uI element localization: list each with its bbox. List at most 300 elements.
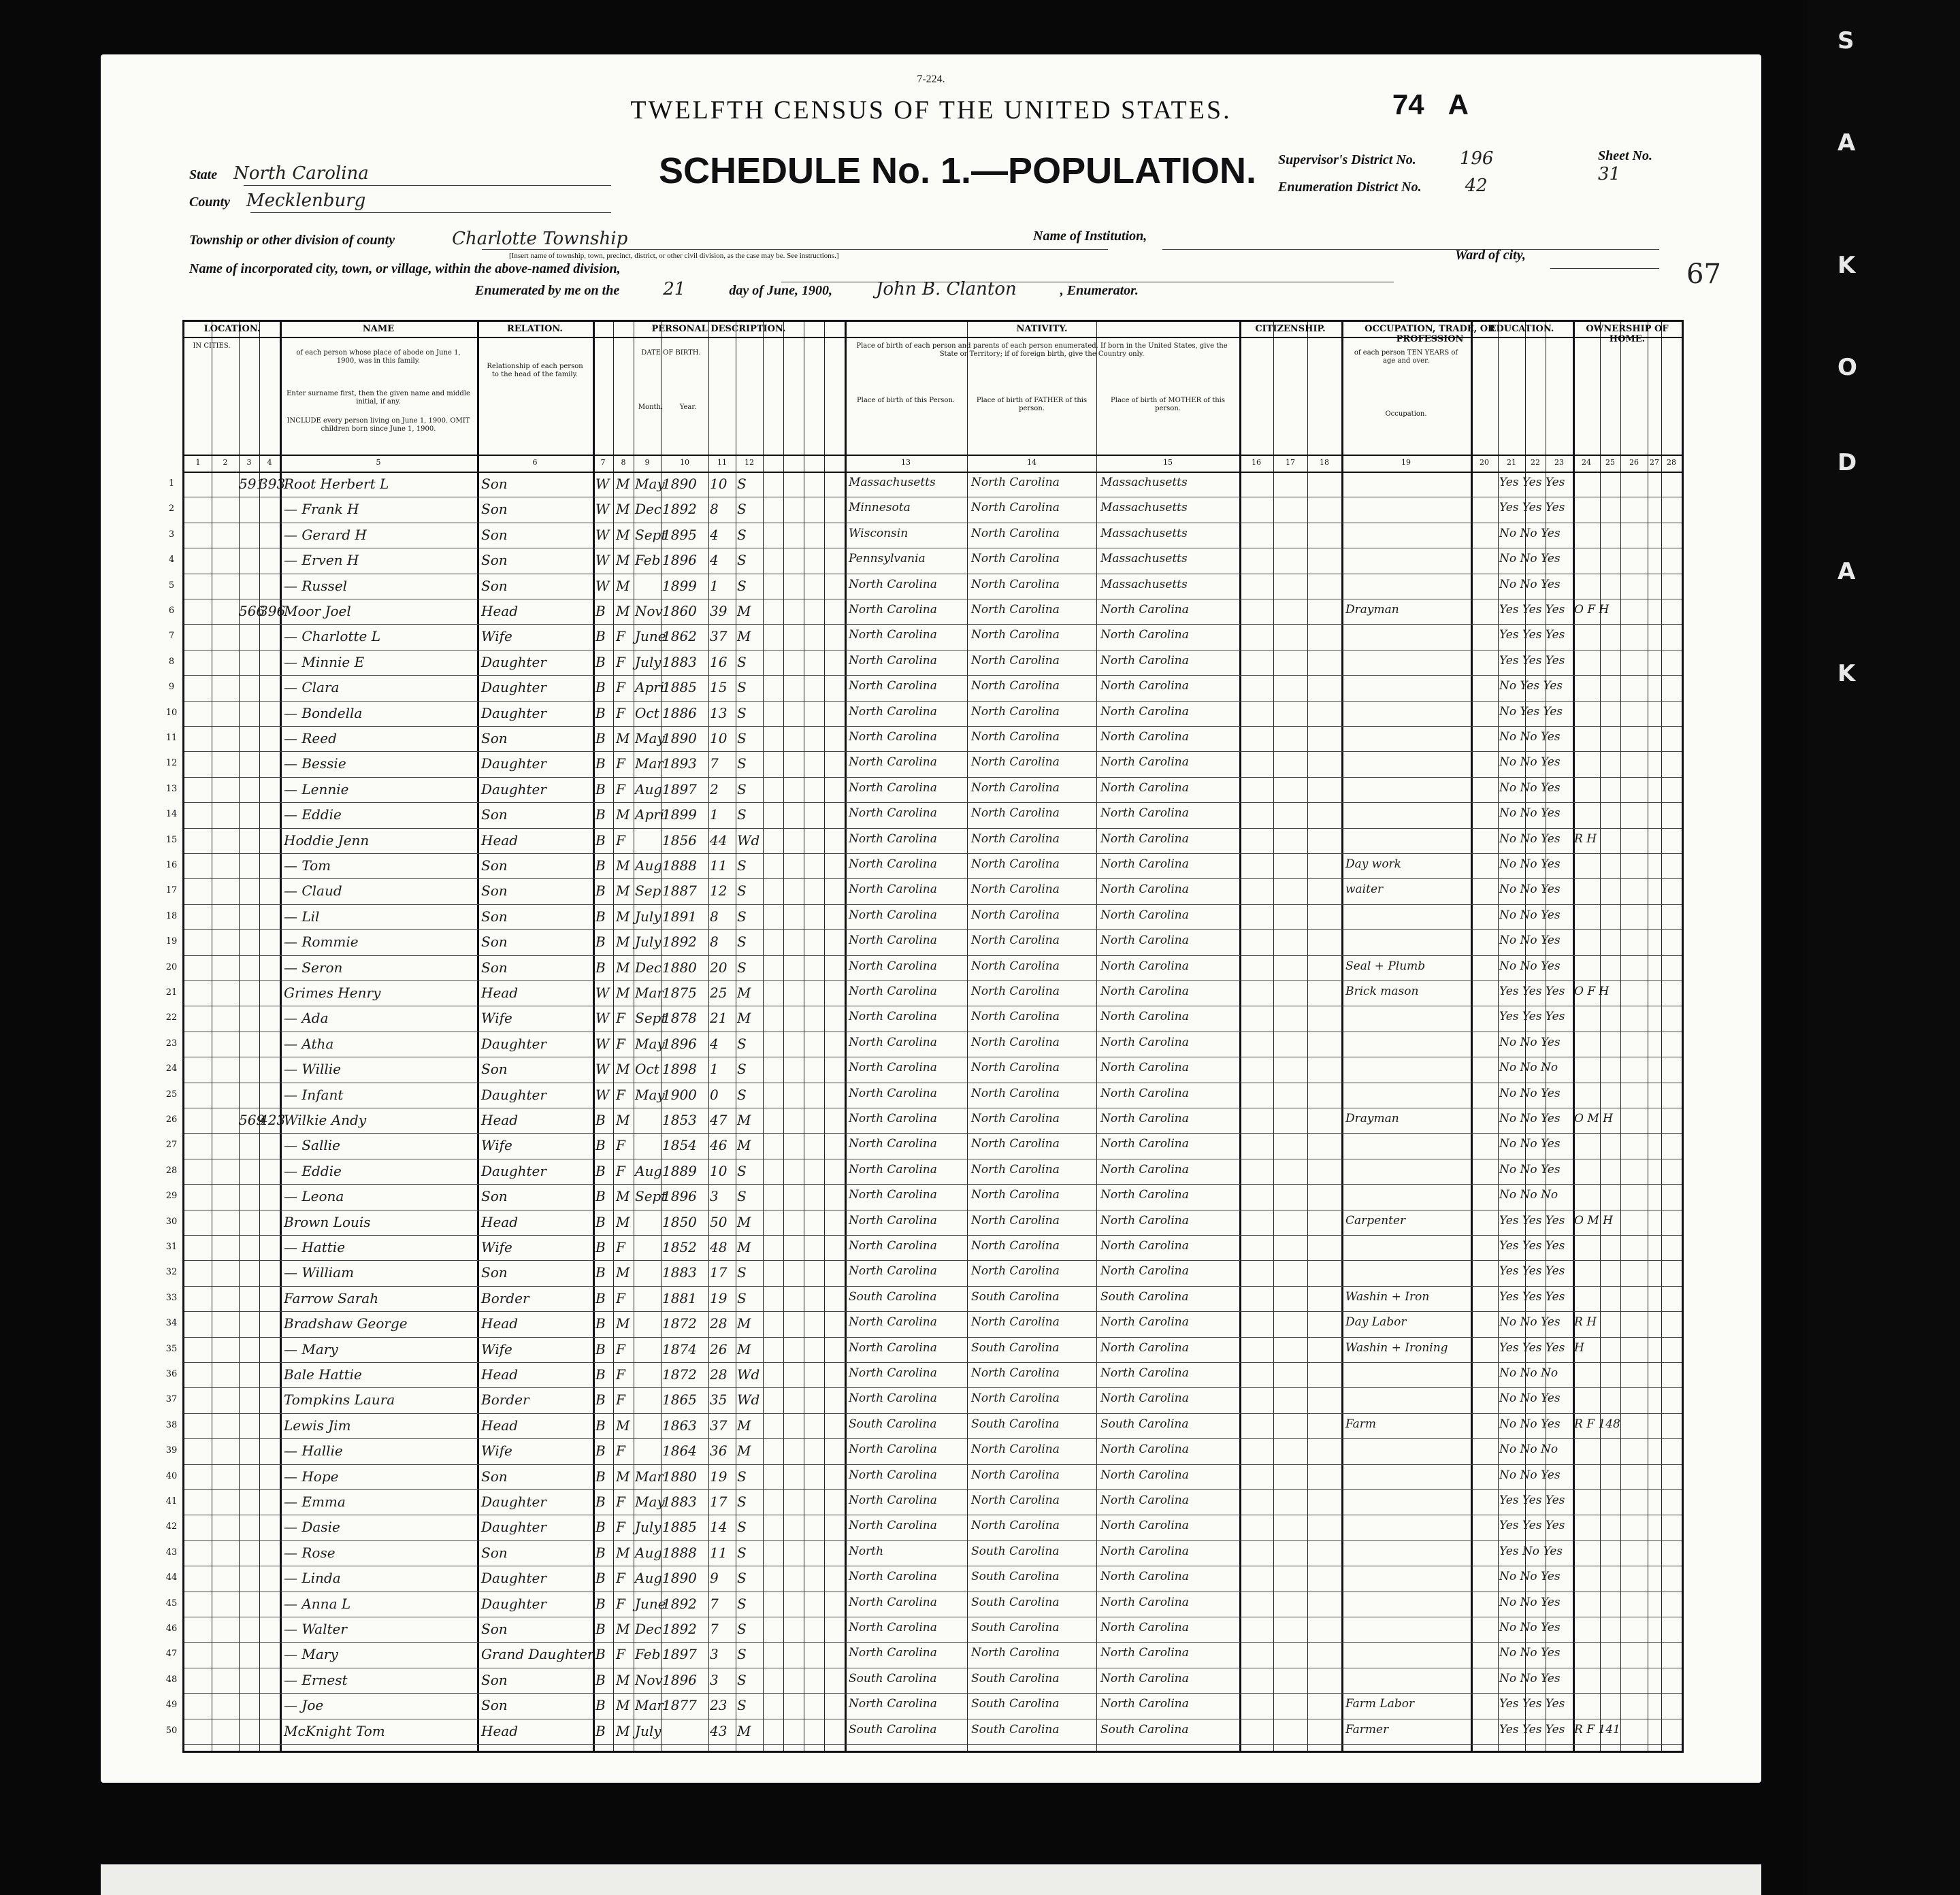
sex: M [616, 1315, 630, 1332]
color-race: B [595, 653, 606, 670]
subhead-occupation-desc: of each person TEN YEARS of age and over. [1354, 349, 1458, 365]
person-name: — Frank H [284, 501, 359, 518]
birthplace-father: North Carolina [971, 1162, 1060, 1176]
relation: Head [481, 1315, 519, 1332]
birth-month: Aug [635, 857, 663, 874]
line-number: 49 [165, 1700, 178, 1711]
line-number: 18 [165, 910, 178, 921]
birthplace-mother: North Carolina [1100, 1443, 1189, 1457]
education: Yes Yes Yes [1499, 1213, 1565, 1227]
marital-status: S [737, 1264, 747, 1281]
birthplace-father: North Carolina [971, 1646, 1060, 1660]
age: 0 [710, 1086, 719, 1103]
birthplace-person: North Carolina [849, 1697, 937, 1711]
column-number: 16 [1252, 458, 1261, 467]
home-ownership: O M H [1574, 1112, 1613, 1125]
birth-year: 1897 [662, 780, 697, 797]
birthplace-person: North Carolina [849, 1468, 937, 1482]
education: No No Yes [1499, 1112, 1561, 1125]
birthplace-father: South Carolina [971, 1671, 1060, 1685]
relation: Daughter [481, 704, 546, 721]
age: 14 [710, 1519, 728, 1536]
sex: M [616, 1671, 630, 1688]
birth-year: 1891 [662, 908, 697, 925]
birthplace-father: North Carolina [971, 1315, 1060, 1330]
birthplace-person: South Carolina [849, 1671, 937, 1685]
age: 7 [710, 1595, 719, 1612]
occupation: Drayman [1345, 603, 1399, 616]
line-number: 28 [165, 1165, 178, 1176]
marital-status: S [737, 934, 747, 951]
birthplace-father: North Carolina [971, 552, 1060, 566]
state-field: State North Carolina [189, 163, 369, 184]
birth-year: 1896 [662, 1188, 697, 1205]
birthplace-mother: North Carolina [1100, 908, 1189, 922]
birth-year: 1888 [662, 857, 697, 874]
color-race: B [595, 1417, 606, 1434]
person-name: Bale Hattie [284, 1366, 362, 1383]
relation: Daughter [481, 1494, 546, 1510]
marital-status: S [737, 730, 747, 746]
birth-year: 1850 [662, 1213, 697, 1230]
column-number: 4 [267, 458, 272, 467]
relation: Son [481, 908, 508, 925]
birthplace-father: North Carolina [971, 985, 1060, 998]
birthplace-father: North Carolina [971, 1188, 1060, 1202]
relation: Wife [481, 1239, 512, 1255]
education: No No Yes [1499, 831, 1561, 846]
age: 9 [710, 1570, 719, 1587]
birthplace-father: North Carolina [971, 1239, 1060, 1253]
person-name: — Claud [284, 883, 342, 900]
person-name: — Hope [284, 1468, 339, 1485]
age: 19 [710, 1468, 728, 1485]
line-number: 50 [165, 1725, 178, 1736]
education: No No Yes [1499, 1621, 1561, 1634]
birthplace-mother: North Carolina [1100, 1468, 1189, 1482]
birthplace-father: North Carolina [971, 1519, 1060, 1533]
header-occupation: OCCUPATION, TRADE, OR PROFESSION [1365, 324, 1495, 344]
sex: M [616, 526, 630, 543]
birth-year: 1875 [662, 985, 697, 1001]
birth-year: 1892 [662, 934, 697, 951]
education: No No Yes [1499, 1315, 1561, 1330]
person-name: — Ernest [284, 1671, 348, 1688]
birthplace-mother: North Carolina [1100, 831, 1189, 846]
age: 1 [710, 577, 719, 594]
birthplace-father: North Carolina [971, 679, 1060, 693]
marital-status: S [737, 1697, 747, 1714]
occupation: Farm [1345, 1417, 1377, 1431]
sex: M [616, 1417, 630, 1434]
marital-status: S [737, 679, 747, 696]
birthplace-mother: Massachusetts [1100, 501, 1188, 515]
birthplace-person: North Carolina [849, 730, 937, 744]
birthplace-mother: North Carolina [1100, 1494, 1189, 1507]
birthplace-person: Pennsylvania [849, 552, 926, 566]
page-stamp: 74 A [1392, 88, 1469, 120]
person-name: — Eddie [284, 1162, 342, 1179]
education: No No Yes [1499, 857, 1561, 871]
column-number: 19 [1401, 458, 1411, 467]
birthplace-person: North Carolina [849, 1391, 937, 1406]
occupation: waiter [1345, 883, 1384, 897]
marital-status: M [737, 628, 751, 645]
sex: M [616, 501, 630, 518]
color-race: B [595, 704, 606, 721]
birth-year: 1880 [662, 1468, 697, 1485]
sex: M [616, 552, 630, 569]
birthplace-mother: North Carolina [1100, 934, 1189, 948]
birthplace-person: North Carolina [849, 1264, 937, 1279]
birth-year: 1863 [662, 1417, 697, 1434]
marital-status: S [737, 501, 747, 518]
birthplace-father: North Carolina [971, 883, 1060, 897]
line-number: 30 [165, 1216, 178, 1227]
birth-month: July [635, 1519, 662, 1536]
form-number: 7-224. [917, 73, 945, 85]
birth-year: 1890 [662, 730, 697, 746]
birth-month: Oct [635, 1061, 659, 1078]
line-number: 23 [165, 1038, 178, 1049]
birthplace-mother: Massachusetts [1100, 526, 1188, 540]
birthplace-person: North Carolina [849, 1086, 937, 1100]
relation: Son [481, 1621, 508, 1637]
marital-status: S [737, 1188, 747, 1205]
birthplace-father: South Carolina [971, 1595, 1060, 1609]
marital-status: S [737, 883, 747, 900]
enumeration-district-field: Enumeration District No. 42 [1278, 176, 1488, 196]
age: 10 [710, 476, 728, 492]
relation: Daughter [481, 679, 546, 696]
color-race: B [595, 1671, 606, 1688]
line-number: 37 [165, 1394, 178, 1405]
birth-year: 1887 [662, 883, 697, 900]
age: 19 [710, 1289, 728, 1306]
color-race: W [595, 1010, 610, 1027]
sheet-no-field: Sheet No. 31 [1598, 148, 1652, 184]
birthplace-mother: North Carolina [1100, 1137, 1189, 1151]
sex: F [616, 780, 625, 797]
birthplace-mother: North Carolina [1100, 1671, 1189, 1685]
sex: M [616, 1264, 630, 1281]
birthplace-person: North Carolina [849, 985, 937, 998]
next-sheet-edge [101, 1864, 1761, 1895]
education: No No No [1499, 1366, 1558, 1380]
sex: M [616, 730, 630, 746]
marital-status: S [737, 1035, 747, 1052]
person-name: — Bondella [284, 704, 363, 721]
birthplace-mother: North Carolina [1100, 883, 1189, 897]
color-race: B [595, 1315, 606, 1332]
birthplace-mother: North Carolina [1100, 806, 1189, 821]
education: Yes Yes Yes [1499, 1340, 1565, 1355]
column-number: 1 [195, 458, 201, 467]
age: 8 [710, 501, 719, 518]
marital-status: M [737, 1213, 751, 1230]
birthplace-mother: North Carolina [1100, 1646, 1189, 1660]
education: No No Yes [1499, 755, 1561, 770]
birth-year: 1897 [662, 1646, 697, 1663]
relation: Head [481, 831, 519, 848]
birthplace-mother: North Carolina [1100, 679, 1189, 693]
birth-year: 1892 [662, 1621, 697, 1637]
line-number: 34 [165, 1318, 178, 1329]
person-name: — Joe [284, 1697, 324, 1714]
color-race: B [595, 1697, 606, 1714]
relation: Head [481, 1417, 519, 1434]
marital-status: S [737, 1494, 747, 1510]
age: 10 [710, 730, 728, 746]
birth-year: 1890 [662, 1570, 697, 1587]
education: No No Yes [1499, 806, 1561, 821]
relation: Son [481, 959, 508, 976]
birthplace-father: South Carolina [971, 1697, 1060, 1711]
age: 21 [710, 1010, 728, 1027]
birthplace-father: North Carolina [971, 628, 1060, 642]
person-name: — Bessie [284, 755, 346, 772]
line-number: 46 [165, 1624, 178, 1634]
birthplace-mother: North Carolina [1100, 1213, 1189, 1227]
birth-month: July [635, 1722, 662, 1739]
birth-year: 1856 [662, 831, 697, 848]
line-number: 7 [168, 631, 175, 642]
column-number: 21 [1507, 458, 1516, 467]
birthplace-person: North Carolina [849, 1035, 937, 1049]
sex: F [616, 1595, 625, 1612]
birthplace-father: North Carolina [971, 653, 1060, 668]
relation: Daughter [481, 1519, 546, 1536]
header-personal-description: PERSONAL DESCRIPTION. [651, 324, 786, 334]
birthplace-person: North Carolina [849, 806, 937, 821]
person-name: — Mary [284, 1646, 338, 1663]
sex: M [616, 959, 630, 976]
birth-year: 1885 [662, 1519, 697, 1536]
sex: F [616, 1494, 625, 1510]
birthplace-mother: North Carolina [1100, 1035, 1189, 1049]
birthplace-father: North Carolina [971, 526, 1060, 540]
relation: Daughter [481, 1035, 546, 1052]
sex: F [616, 1162, 625, 1179]
person-name: — Gerard H [284, 526, 367, 543]
relation: Son [481, 934, 508, 951]
relation: Son [481, 1264, 508, 1281]
relation: Son [481, 1468, 508, 1485]
age: 47 [710, 1112, 728, 1128]
age: 12 [710, 883, 728, 900]
birthplace-person: North Carolina [849, 1213, 937, 1227]
birthplace-father: North Carolina [971, 857, 1060, 871]
line-number: 39 [165, 1445, 178, 1456]
birthplace-mother: North Carolina [1100, 1391, 1189, 1406]
column-number: 9 [644, 458, 650, 467]
line-number: 21 [165, 987, 178, 998]
relation: Daughter [481, 1570, 546, 1587]
color-race: B [595, 1112, 606, 1128]
relation: Son [481, 526, 508, 543]
occupation: Farm Labor [1345, 1697, 1415, 1711]
relation: Son [481, 1188, 508, 1205]
subhead-date-of-birth: DATE OF BIRTH. [641, 349, 701, 357]
birthplace-mother: North Carolina [1100, 653, 1189, 668]
color-race: B [595, 1544, 606, 1561]
birthplace-father: South Carolina [971, 1417, 1060, 1431]
birth-year: 1899 [662, 577, 697, 594]
marital-status: S [737, 780, 747, 797]
age: 50 [710, 1213, 728, 1230]
birthplace-person: North Carolina [849, 679, 937, 693]
age: 17 [710, 1264, 728, 1281]
marital-status: S [737, 1519, 747, 1536]
birthplace-father: South Carolina [971, 1570, 1060, 1584]
home-ownership: O F H [1574, 985, 1610, 998]
age: 20 [710, 959, 728, 976]
education: No No Yes [1499, 1468, 1561, 1482]
relation: Wife [481, 1443, 512, 1460]
marital-status: S [737, 755, 747, 772]
person-name: — Rose [284, 1544, 336, 1561]
line-number: 29 [165, 1191, 178, 1202]
line-number: 33 [165, 1292, 178, 1303]
birth-year: 1864 [662, 1443, 697, 1460]
birth-month: June [635, 1595, 666, 1612]
age: 4 [710, 1035, 719, 1052]
marital-status: S [737, 1621, 747, 1637]
birthplace-person: North Carolina [849, 1112, 937, 1125]
birthplace-person: North [849, 1544, 884, 1558]
birthplace-mother: South Carolina [1100, 1289, 1189, 1304]
person-name: — Lil [284, 908, 320, 925]
birth-month: Mar [635, 1468, 664, 1485]
relation: Daughter [481, 1595, 546, 1612]
birth-month: May [635, 1494, 665, 1510]
sex: F [616, 1443, 625, 1460]
birth-month: May [635, 1035, 665, 1052]
birth-year: 1892 [662, 501, 697, 518]
birthplace-person: North Carolina [849, 1443, 937, 1457]
marital-status: M [737, 1340, 751, 1357]
age: 37 [710, 628, 728, 645]
relation: Grand Daughter [481, 1646, 594, 1663]
color-race: B [595, 1137, 606, 1154]
column-number: 20 [1480, 458, 1489, 467]
color-race: B [595, 1264, 606, 1281]
line-number: 8 [168, 656, 175, 667]
dwelling-number: 591 [239, 476, 265, 492]
age: 35 [710, 1391, 728, 1408]
home-ownership: R H [1574, 1315, 1597, 1330]
subhead-in-cities: IN CITIES. [193, 342, 231, 350]
sex: F [616, 1137, 625, 1154]
age: 4 [710, 552, 719, 569]
sex: M [616, 883, 630, 900]
birth-year: 1880 [662, 959, 697, 976]
person-name: — Lennie [284, 780, 349, 797]
sex: M [616, 1697, 630, 1714]
birth-month: Mar [635, 755, 664, 772]
age: 28 [710, 1315, 728, 1332]
column-number: 8 [621, 458, 626, 467]
color-race: W [595, 1035, 610, 1052]
birthplace-father: North Carolina [971, 1010, 1060, 1024]
birth-year: 1896 [662, 1035, 697, 1052]
birth-month: July [635, 908, 662, 925]
occupation: Carpenter [1345, 1213, 1406, 1227]
birthplace-person: Massachusetts [849, 476, 936, 489]
birthplace-father: South Carolina [971, 1722, 1060, 1736]
birth-year: 1862 [662, 628, 697, 645]
birth-year: 1896 [662, 552, 697, 569]
education: No No Yes [1499, 1646, 1561, 1660]
sex: F [616, 704, 625, 721]
birthplace-mother: North Carolina [1100, 1544, 1189, 1558]
sex: M [616, 1544, 630, 1561]
relation: Son [481, 577, 508, 594]
color-race: B [595, 1188, 606, 1205]
birthplace-father: North Carolina [971, 501, 1060, 515]
person-name: — Sallie [284, 1137, 341, 1154]
relation: Daughter [481, 653, 546, 670]
home-ownership: R H [1574, 831, 1597, 846]
person-name: McKnight Tom [284, 1722, 385, 1739]
person-name: Tompkins Laura [284, 1391, 395, 1408]
relation: Son [481, 883, 508, 900]
marital-status: Wd [737, 1391, 760, 1408]
header-name: NAME [362, 324, 395, 334]
birthplace-person: North Carolina [849, 653, 937, 668]
birthplace-person: North Carolina [849, 1494, 937, 1507]
birth-month: Aug [635, 780, 663, 797]
age: 23 [710, 1697, 728, 1714]
education: No No Yes [1499, 577, 1561, 591]
relation: Wife [481, 628, 512, 645]
relation: Son [481, 857, 508, 874]
marital-status: S [737, 1646, 747, 1663]
column-number: 17 [1286, 458, 1295, 467]
education: Yes Yes Yes [1499, 1289, 1565, 1304]
birthplace-father: North Carolina [971, 577, 1060, 591]
birthplace-father: North Carolina [971, 1468, 1060, 1482]
birth-month: Mar [635, 1697, 664, 1714]
age: 11 [710, 857, 728, 874]
birthplace-mother: North Carolina [1100, 857, 1189, 871]
sex: M [616, 1213, 630, 1230]
person-name: — Mary [284, 1340, 338, 1357]
person-name: — Atha [284, 1035, 334, 1052]
person-name: — Reed [284, 730, 337, 746]
person-name: — Eddie [284, 806, 342, 823]
age: 3 [710, 1671, 719, 1688]
sex: M [616, 1621, 630, 1637]
subhead-year: Year. [679, 403, 697, 411]
line-number: 31 [165, 1242, 178, 1252]
person-name: — Walter [284, 1621, 347, 1637]
birthplace-person: North Carolina [849, 780, 937, 795]
header-ownership: OWNERSHIP OF HOME. [1586, 324, 1669, 344]
birthplace-mother: North Carolina [1100, 730, 1189, 744]
marital-status: M [737, 1010, 751, 1027]
birthplace-father: South Carolina [971, 1340, 1060, 1355]
marital-status: M [737, 1137, 751, 1154]
line-number: 32 [165, 1267, 178, 1278]
color-race: B [595, 1366, 606, 1383]
occupation: Washin + Ironing [1345, 1340, 1448, 1355]
column-number: 7 [600, 458, 606, 467]
birthplace-person: North Carolina [849, 1315, 937, 1330]
birthplace-mother: North Carolina [1100, 1366, 1189, 1380]
birth-month: May [635, 730, 665, 746]
supervisor-district-field: Supervisor's District No. 196 [1278, 148, 1494, 169]
